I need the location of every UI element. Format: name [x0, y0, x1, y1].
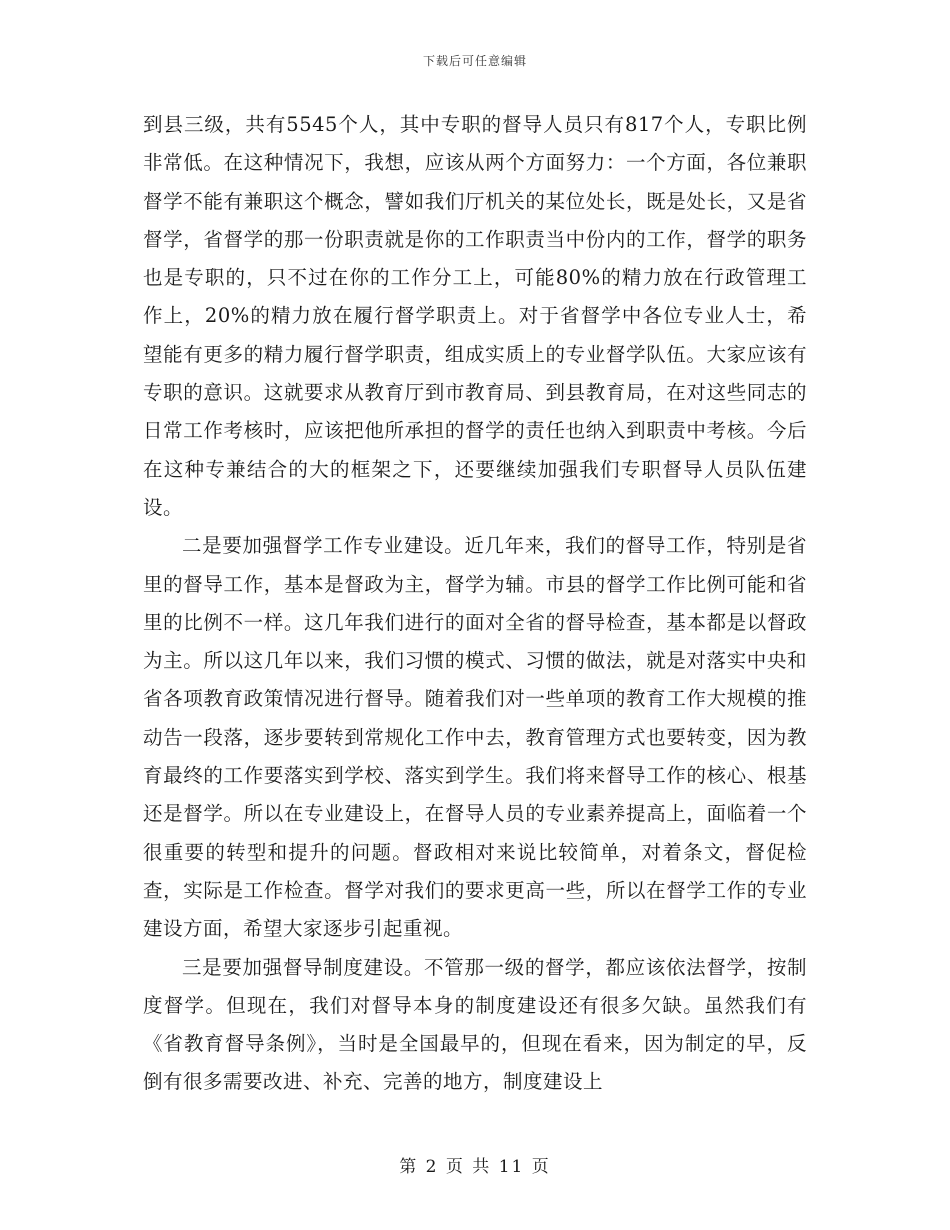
- paragraph-2: 二是要加强督学工作专业建设。近几年来，我们的督导工作，特别是省里的督导工作，基本是督政为主，督学为辅。市县的督学工作比例可能和省里的比例不一样。这几年我们进行的面对全省的督导检查，基本都是以督政为主。所以这几年以来，我们习惯的模式、习惯的做法，就是对落实中央和省各项教育政策情况进行督导。随着我们对一些单项的教育工作大规模的推动告一段落，逐步要转到常规化工作中去，教育管理方式也要转变，因为教育最终的工作要落实到学校、落实到学生。我们将来督导工作的核心、根基还是督学。所以在专业建设上，在督导人员的专业素养提高上，面临着一个很重要的转型和提升的问题。督政相对来说比较简单，对着条文，督促检查，实际是工作检查。督学对我们的要求更高一些，所以在督学工作的专业建设方面，希望大家逐步引起重视。: [143, 534, 807, 941]
- document-body: [143, 106, 807, 1102]
- page-header: 下载后可任意编辑: [422, 54, 527, 68]
- paragraph-3: 三是要加强督导制度建设。不管那一级的督学，都应该依法督学，按制度督学。但现在，我们对督导本身的制度建设还有很多欠缺。虽然我们有《省教育督导条例》，当时是全国最早的，但现在看来，因为制定的早，反倒有很多需要改进、补充、完善的地方，制度建设上: [143, 955, 807, 1094]
- paragraph-1: 到县三级，共有5545个人，其中专职的督导人员只有817个人，专职比例非常低。在这种情况下，我想，应该从两个方面努力：一个方面，各位兼职督学不能有兼职这个概念，譬如我们厅机关的某位处长，既是处长，又是省督学，省督学的那一份职责就是你的工作职责当中份内的工作，督学的职务也是专职的，只不过在你的工作分工上，可能80%的精力放在行政管理工作上，20%的精力放在履行督学职责上。对于省督学中各位专业人士，希望能有更多的精力履行督学职责，组成实质上的专业督学队伍。大家应该有专职的意识。这就要求从教育厅到市教育局、到县教育局，在对这些同志的日常工作考核时，应该把他所承担的督学的责任也纳入到职责中考核。今后在这种专兼结合的大的框架之下，还要继续加强我们专职督导人员队伍建设。: [143, 113, 807, 519]
- page-number-footer: 第 2 页 共 11 页: [399, 1157, 551, 1177]
